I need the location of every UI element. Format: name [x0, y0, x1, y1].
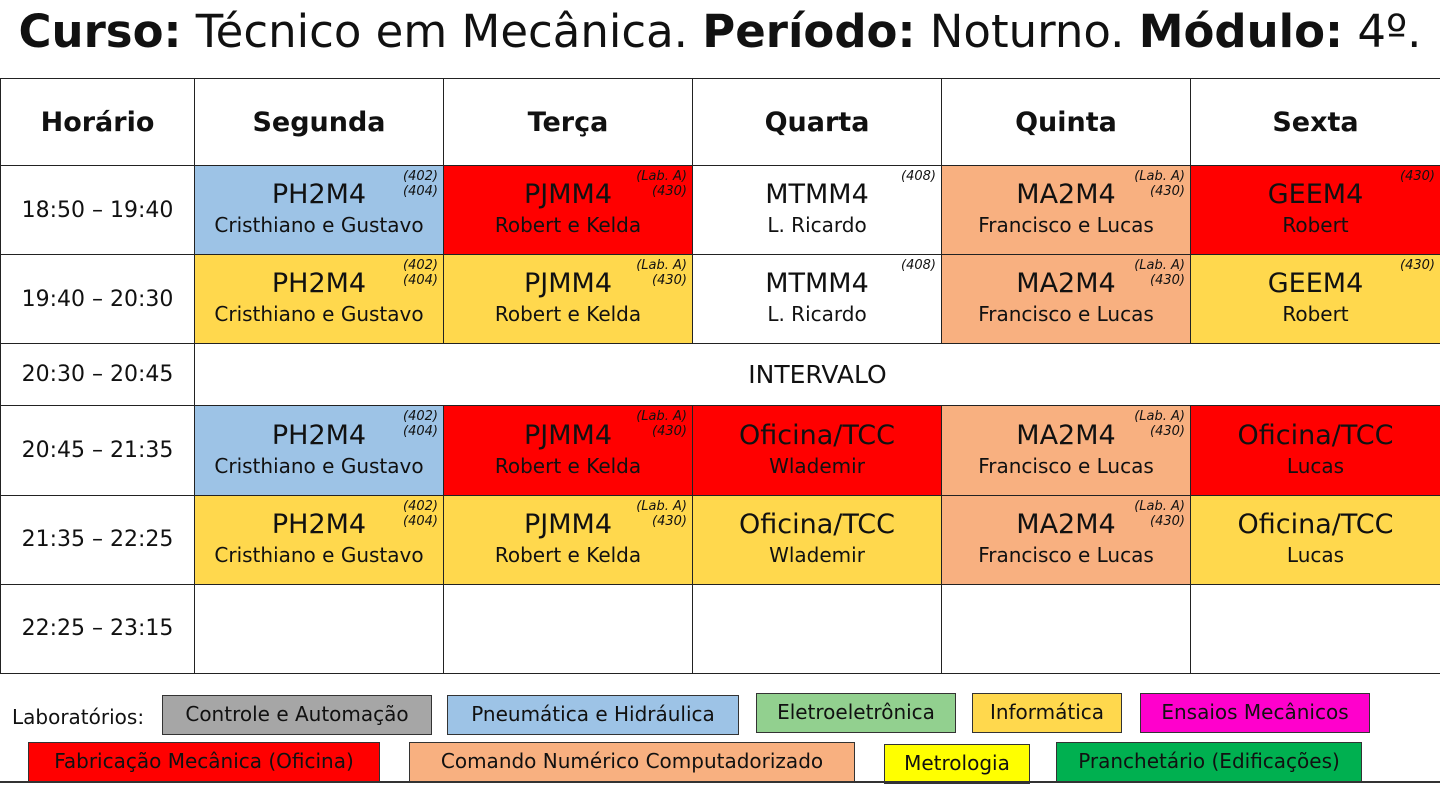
periodo-value: Noturno.	[929, 5, 1125, 58]
class-cell-quarta	[693, 255, 942, 344]
class-cell-quarta	[693, 406, 942, 495]
legend-item-metrologia: Metrologia	[884, 744, 1030, 784]
time-slot: 18:50 – 19:40	[1, 166, 195, 255]
room-secondary: (430)	[652, 273, 687, 289]
legend-item-controle-automacao: Controle e Automação	[162, 695, 432, 735]
time-slot: 21:35 – 22:25	[1, 495, 195, 584]
legend-item-eletroeletronica: Eletroeletrônica	[756, 693, 956, 733]
room-label	[636, 258, 687, 288]
room-secondary: (404)	[403, 273, 438, 289]
teacher-name: Robert e Kelda	[494, 453, 642, 478]
room-secondary: (404)	[403, 424, 438, 440]
room-label	[403, 169, 438, 199]
teacher-name: Lucas	[1286, 453, 1345, 478]
teacher-name: Francisco e Lucas	[978, 542, 1154, 567]
subject-code: PJMM4	[523, 268, 612, 300]
class-cell-terca	[444, 255, 693, 344]
class-cell-terca	[444, 406, 693, 495]
room-primary: (402)	[403, 169, 438, 184]
schedule-row	[1, 406, 1440, 495]
room-primary: (408)	[901, 169, 936, 184]
room-primary: (Lab. A)	[1134, 409, 1185, 425]
header-quarta: Quarta	[693, 79, 942, 166]
class-cell-terca	[444, 166, 693, 255]
header-row	[1, 79, 1440, 166]
class-cell-segunda	[195, 166, 444, 255]
room-label	[636, 169, 687, 199]
header-segunda: Segunda	[195, 79, 444, 166]
page-title	[0, 0, 1440, 72]
subject-code: MA2M4	[1016, 179, 1116, 211]
subject-code: PJMM4	[523, 179, 612, 211]
class-cell-sexta	[1191, 584, 1440, 673]
subject-code: GEEM4	[1267, 268, 1364, 300]
subject-code: Oficina/TCC	[1237, 508, 1394, 540]
periodo-label: Período:	[702, 5, 916, 58]
room-label	[1134, 409, 1185, 439]
teacher-name: Cristhiano e Gustavo	[214, 542, 424, 567]
subject-code: GEEM4	[1267, 179, 1364, 211]
modulo-value: 4º.	[1357, 5, 1422, 58]
room-label	[636, 499, 687, 529]
class-cell-quarta	[693, 495, 942, 584]
bottom-rule	[0, 781, 1440, 783]
teacher-name: Cristhiano e Gustavo	[214, 302, 424, 327]
time-slot: 20:30 – 20:45	[1, 344, 195, 406]
legend-item-informatica: Informática	[972, 693, 1122, 733]
time-slot: 22:25 – 23:15	[1, 584, 195, 673]
class-cell-quarta	[693, 166, 942, 255]
room-label	[901, 258, 936, 273]
teacher-name: Wlademir	[769, 542, 865, 567]
schedule-row	[1, 166, 1440, 255]
room-primary: (402)	[403, 498, 438, 514]
room-label	[901, 169, 936, 184]
room-secondary: (430)	[652, 184, 687, 199]
room-secondary: (404)	[403, 184, 438, 199]
class-cell-segunda	[195, 584, 444, 673]
room-primary: (402)	[403, 409, 438, 425]
room-label	[1134, 258, 1185, 288]
room-primary: (Lab. A)	[1134, 498, 1185, 514]
subject-code: MTMM4	[765, 179, 869, 211]
class-cell-segunda	[195, 495, 444, 584]
class-cell-quinta	[942, 406, 1191, 495]
subject-code: PJMM4	[523, 508, 612, 540]
schedule-row	[1, 584, 1440, 673]
room-primary: (430)	[1400, 169, 1435, 184]
class-cell-quinta	[942, 166, 1191, 255]
subject-code: Oficina/TCC	[739, 419, 895, 451]
class-cell-sexta	[1191, 255, 1440, 344]
legend-item-pneumatica-hidraulica: Pneumática e Hidráulica	[447, 695, 739, 735]
room-secondary: (430)	[652, 424, 687, 440]
legend-item-pranchetario: Pranchetário (Edificações)	[1056, 742, 1362, 782]
curso-value: Técnico em Mecânica.	[195, 5, 688, 58]
class-cell-quinta	[942, 255, 1191, 344]
class-cell-sexta	[1191, 406, 1440, 495]
subject-code: PJMM4	[523, 419, 612, 451]
room-secondary: (430)	[1150, 513, 1185, 529]
teacher-name: Francisco e Lucas	[978, 302, 1154, 327]
schedule-row	[1, 495, 1440, 584]
subject-code: PH2M4	[271, 508, 367, 540]
room-label	[1400, 258, 1435, 273]
subject-code: PH2M4	[271, 179, 367, 211]
class-cell-quinta	[942, 584, 1191, 673]
header-quinta: Quinta	[942, 79, 1191, 166]
room-label	[403, 409, 438, 439]
time-slot: 19:40 – 20:30	[1, 255, 195, 344]
class-cell-segunda	[195, 255, 444, 344]
teacher-name: Lucas	[1286, 542, 1345, 567]
subject-code: MA2M4	[1016, 419, 1116, 451]
room-label	[636, 409, 687, 439]
subject-code: MTMM4	[765, 268, 869, 300]
room-primary: (430)	[1400, 258, 1435, 274]
room-primary: (Lab. A)	[1134, 169, 1185, 184]
teacher-name: Wlademir	[769, 453, 865, 478]
class-cell-sexta	[1191, 166, 1440, 255]
room-primary: (Lab. A)	[636, 169, 687, 184]
teacher-name: Francisco e Lucas	[978, 453, 1154, 478]
room-primary: (Lab. A)	[1134, 258, 1185, 274]
time-slot: 20:45 – 21:35	[1, 406, 195, 495]
header-terca: Terça	[444, 79, 693, 166]
room-secondary: (430)	[1150, 424, 1185, 440]
header-sexta: Sexta	[1191, 79, 1440, 166]
schedule-row	[1, 255, 1440, 344]
room-label	[403, 258, 438, 288]
legend	[0, 688, 1440, 785]
room-secondary: (430)	[1150, 184, 1185, 199]
room-label	[1134, 499, 1185, 529]
subject-code: Oficina/TCC	[1237, 419, 1394, 451]
room-secondary: (430)	[1150, 273, 1185, 289]
subject-code: Oficina/TCC	[739, 508, 895, 540]
header-horario: Horário	[1, 79, 195, 166]
teacher-name: Cristhiano e Gustavo	[214, 453, 424, 478]
subject-code: PH2M4	[271, 268, 367, 300]
room-primary: (Lab. A)	[636, 498, 687, 514]
class-cell-terca	[444, 584, 693, 673]
room-primary: (Lab. A)	[636, 409, 687, 425]
teacher-name: L. Ricardo	[767, 213, 867, 238]
teacher-name: Cristhiano e Gustavo	[214, 213, 424, 238]
schedule-table	[0, 78, 1440, 674]
teacher-name: Robert e Kelda	[494, 302, 642, 327]
room-label	[1400, 169, 1435, 184]
legend-label: Laboratórios:	[12, 705, 145, 729]
class-cell-terca	[444, 495, 693, 584]
room-label	[403, 499, 438, 529]
room-primary: (408)	[901, 258, 936, 274]
schedule-row	[1, 344, 1440, 406]
teacher-name: Robert	[1282, 213, 1349, 238]
legend-item-fabricacao-mecanica: Fabricação Mecânica (Oficina)	[28, 742, 380, 782]
teacher-name: L. Ricardo	[767, 302, 867, 327]
room-primary: (402)	[403, 258, 438, 274]
class-cell-segunda	[195, 406, 444, 495]
room-label	[1134, 169, 1185, 199]
curso-label: Curso:	[18, 5, 182, 58]
class-cell-quarta	[693, 584, 942, 673]
interval-cell: INTERVALO	[195, 344, 1440, 406]
teacher-name: Robert e Kelda	[494, 213, 642, 238]
subject-code: PH2M4	[271, 419, 367, 451]
subject-code: MA2M4	[1016, 268, 1116, 300]
legend-item-ensaios-mecanicos: Ensaios Mecânicos	[1140, 693, 1370, 733]
teacher-name: Robert	[1282, 302, 1349, 327]
teacher-name: Robert e Kelda	[494, 542, 642, 567]
room-secondary: (430)	[652, 513, 687, 529]
legend-item-cnc: Comando Numérico Computadorizado	[409, 742, 855, 782]
subject-code: MA2M4	[1016, 508, 1116, 540]
modulo-label: Módulo:	[1138, 5, 1343, 58]
room-primary: (Lab. A)	[636, 258, 687, 274]
class-cell-sexta	[1191, 495, 1440, 584]
class-cell-quinta	[942, 495, 1191, 584]
room-secondary: (404)	[403, 513, 438, 529]
teacher-name: Francisco e Lucas	[978, 213, 1154, 238]
